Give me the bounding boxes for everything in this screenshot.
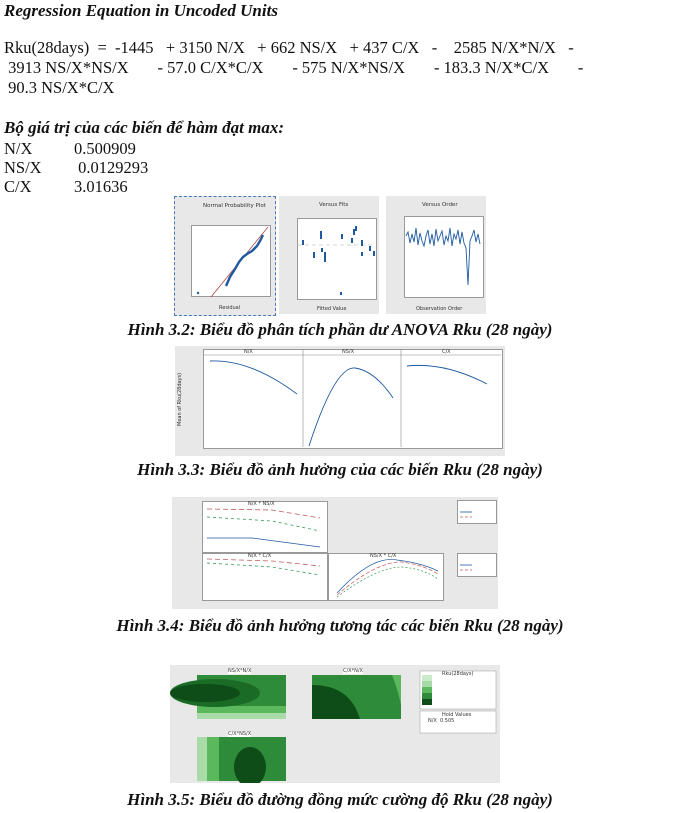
x-axis-label: Fitted Value bbox=[317, 306, 347, 312]
figure-caption-3-5: Hình 3.5: Biểu đồ đường đồng mức cường độ Rku (28 ngày) bbox=[127, 790, 553, 809]
versus-order-plot bbox=[386, 196, 486, 314]
panel-label: C/X bbox=[442, 349, 451, 355]
contour-chart bbox=[170, 665, 500, 783]
figure-caption-3-3: Hình 3.3: Biểu đồ ảnh hưởng của các biến Rku (28 ngày) bbox=[137, 460, 543, 479]
panel-label: C/X*NS/X bbox=[228, 731, 252, 737]
interaction-plot bbox=[172, 497, 498, 609]
chart-title: Versus Fits bbox=[319, 202, 349, 208]
panel-label: N/X * NS/X bbox=[248, 501, 275, 507]
equation-line-1: Rku(28days) = -1445 + 3150 N/X + 662 NS/X + 437 C/X - 2585 N/X*N/X - bbox=[4, 38, 574, 57]
optimum-row: C/X 3.01636 bbox=[4, 177, 128, 196]
optimum-heading: Bộ giá trị của các biến để hàm đạt max: bbox=[4, 118, 285, 137]
panel-label: N/X bbox=[244, 349, 253, 355]
versus-order-chart bbox=[386, 196, 486, 314]
figure-caption-3-2: Hình 3.2: Biểu đồ phân tích phần dư ANOVA Rku (28 ngày) bbox=[127, 320, 553, 339]
equation-line-2: 3913 NS/X*NS/X - 57.0 C/X*C/X - 575 N/X*NS/X - 183.3 N/X*C/X - bbox=[4, 58, 584, 77]
contour-plot bbox=[170, 665, 500, 783]
hold-value-nx: N/X 0.505 bbox=[428, 718, 455, 724]
versus-fits-chart bbox=[279, 196, 379, 314]
figure-caption-3-4: Hình 3.4: Biểu đồ ảnh hưởng tương tác các biến Rku (28 ngày) bbox=[116, 616, 564, 635]
optimum-row: N/X 0.500909 bbox=[4, 139, 136, 158]
y-axis-label: Mean of Rku(28days) bbox=[177, 372, 183, 426]
versus-fits-plot bbox=[279, 196, 379, 314]
optimum-values bbox=[4, 139, 148, 196]
regression-equation bbox=[4, 38, 680, 98]
section-heading: Regression Equation in Uncoded Units bbox=[4, 1, 278, 20]
normal-probability-plot[interactable] bbox=[174, 196, 276, 316]
x-axis-label: Residual bbox=[219, 305, 241, 311]
panel-label: N/X * C/X bbox=[248, 553, 272, 559]
main-effects-plot bbox=[175, 346, 505, 456]
panel-label: NS/X bbox=[342, 349, 355, 355]
optimum-row: NS/X 0.0129293 bbox=[4, 158, 149, 177]
x-axis-label: Observation Order bbox=[416, 306, 463, 312]
legend-title: Rku(28days) bbox=[442, 671, 474, 677]
chart-title: Normal Probability Plot bbox=[203, 203, 266, 209]
panel-label: C/X*N/X bbox=[343, 668, 363, 674]
interaction-chart bbox=[172, 497, 498, 609]
panel-label: NS/X * C/X bbox=[370, 553, 397, 559]
hold-values-label: Hold Values bbox=[442, 712, 472, 718]
panel-label: NS/X*N/X bbox=[228, 668, 252, 674]
normal-probability-chart bbox=[175, 197, 275, 315]
equation-line-3: 90.3 NS/X*C/X bbox=[4, 78, 115, 97]
chart-title: Versus Order bbox=[422, 202, 458, 208]
main-effects-chart bbox=[175, 346, 505, 456]
